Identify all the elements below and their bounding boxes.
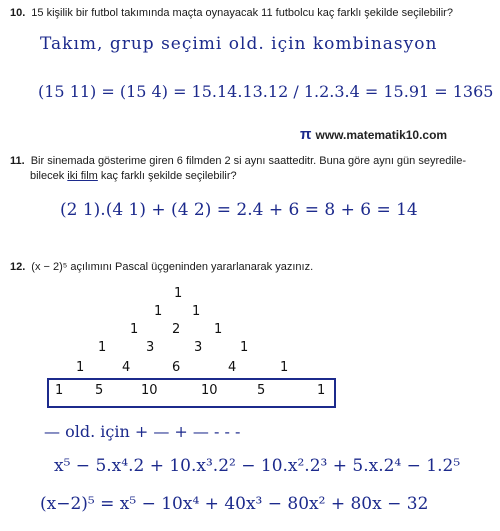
q10-handwritten-note: Takım, grup seçimi old. için kombinasyon: [40, 34, 438, 54]
pascal-r3-c3: 1: [240, 340, 249, 355]
pascal-r0-c0: 1: [174, 286, 183, 301]
question-10-text: 15 kişilik bir futbol takımında maçta oynayacak 11 futbolcu kaç farklı şekilde seçilebilir?: [31, 7, 453, 19]
question-11-underlined: iki film: [67, 170, 98, 182]
pascal-row-5-box: [47, 378, 336, 408]
pascal-r4-c2: 6: [172, 360, 181, 375]
question-12-text: (x − 2)⁵ açılımını Pascal üçgeninden yararlanarak yazınız.: [31, 261, 314, 273]
q11-handwritten-answer: (2 1).(4 1) + (4 2) = 2.4 + 6 = 8 + 6 = 14: [60, 200, 418, 220]
q12-expansion-terms: x⁵ − 5.x⁴.2 + 10.x³.2² − 10.x².2³ + 5.x.2⁴ − 1.2⁵: [54, 456, 461, 476]
question-11: [10, 154, 495, 184]
pascal-r5-c2: 10: [141, 383, 158, 398]
q12-final-expansion: (x−2)⁵ = x⁵ − 10x⁴ + 40x³ − 80x² + 80x − 32: [40, 494, 429, 514]
pascal-r1-c0: 1: [154, 304, 163, 319]
question-10: [10, 6, 495, 21]
question-11-text-line2-post: kaç farklı şekilde seçilebilir?: [97, 170, 237, 182]
q12-signs-note: — old. için + — + — - - -: [44, 422, 241, 441]
question-10-number: 10.: [10, 7, 26, 19]
pascal-r2-c1: 2: [172, 322, 181, 337]
question-11-number: 11.: [10, 155, 25, 167]
pascal-r4-c0: 1: [76, 360, 85, 375]
question-11-text-line2-pre: bilecek: [30, 170, 68, 182]
question-12-number: 12.: [10, 261, 26, 273]
pascal-r5-c4: 5: [257, 383, 266, 398]
pascal-r1-c1: 1: [192, 304, 201, 319]
pascal-r5-c1: 5: [95, 383, 104, 398]
pi-logo-icon: π: [300, 126, 312, 143]
site-watermark: [300, 126, 447, 143]
question-11-text-line1: Bir sinemada gösterime giren 6 filmden 2 si aynı saatteditr. Buna göre aynı gün seyredile-: [30, 155, 467, 167]
pascal-r5-c5: 1: [317, 383, 326, 398]
pascal-r2-c2: 1: [214, 322, 223, 337]
site-url: www.matematik10.com: [315, 128, 448, 142]
pascal-r4-c3: 4: [228, 360, 237, 375]
pascal-r4-c4: 1: [280, 360, 289, 375]
question-12: [10, 260, 495, 275]
pascal-r5-c3: 10: [201, 383, 218, 398]
pascal-r2-c0: 1: [130, 322, 139, 337]
pascal-r3-c1: 3: [146, 340, 155, 355]
pascal-r4-c1: 4: [122, 360, 131, 375]
pascal-r3-c2: 3: [194, 340, 203, 355]
q10-handwritten-solution: (15 11) = (15 4) = 15.14.13.12 / 1.2.3.4 = 15.91 = 1365: [38, 82, 494, 101]
pascal-r5-c0: 1: [55, 383, 64, 398]
pascal-r3-c0: 1: [98, 340, 107, 355]
